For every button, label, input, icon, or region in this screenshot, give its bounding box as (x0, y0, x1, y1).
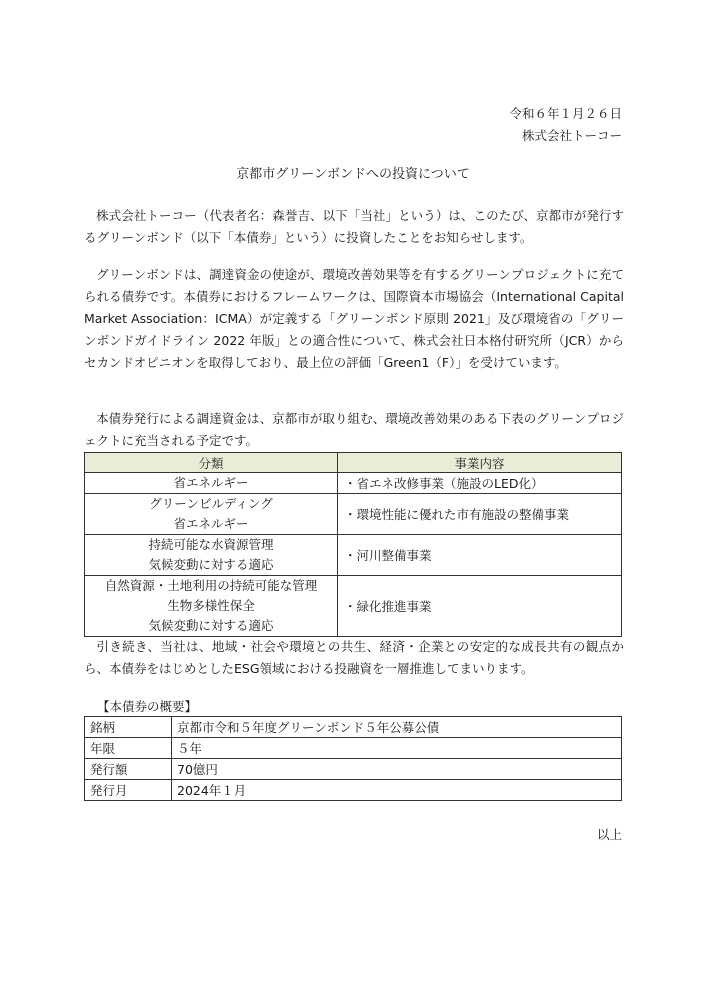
summary-title: 【本債券の概要】 (97, 699, 198, 714)
content-cell: ・環境性能に優れた市有施設の整備事業 (338, 494, 622, 535)
category-cell: 持続可能な水資源管理 気候変動に対する適応 (85, 535, 338, 576)
intro-paragraph: 株式会社トーコー（代表者名：森誉吉、以下「当社」という）は、このたび、京都市が発行するグリーンボンド（以下「本債券」という）に投資したことをお知らせします。 (84, 208, 624, 245)
table-row (85, 494, 622, 535)
category-cell: グリーンビルディング 省エネルギー (85, 494, 338, 535)
header-category: 分類 (85, 453, 338, 473)
content-cell: ・緑化推進事業 (338, 576, 622, 637)
summary-value: 京都市令和５年度グリーンボンド５年公募公債 (172, 717, 622, 738)
table-header-row (85, 453, 622, 473)
company-name: 株式会社トーコー (521, 128, 622, 143)
green-bond-paragraph: グリーンボンドは、調達資金の使途が、環境改善効果等を有するグリーンプロジェクトに充てられる債券です。本債券におけるフレームワークは、国際資本市場協会（International Capital Market Association：ICMA）が定義する「グリーンボンド原則 2021」及び環境省の「グリーンボンドガイドライン 2022 年版」との適合性について、株式会社日本格付研究所（JCR）からセカンドオピニオンを取得しており、最上位の評価「Green1（F）」を受けています。 (84, 267, 624, 370)
summary-key: 年限 (85, 738, 172, 759)
summary-value: 70億円 (172, 759, 622, 780)
table-row (85, 535, 622, 576)
category-cell: 省エネルギー (85, 473, 338, 494)
closing-mark: 以上 (596, 827, 622, 842)
closing-paragraph: 引き続き、当社は、地域・社会や環境との共生、経済・企業との安定的な成長共有の観点から、本債券をはじめとしたESG領域における投融資を一層推進してまいります。 (84, 639, 624, 676)
document-title: 京都市グリーンボンドへの投資について (236, 167, 470, 182)
content-cell: ・省エネ改修事業（施設のLED化） (338, 473, 622, 494)
table-row (85, 759, 622, 780)
table-row (85, 738, 622, 759)
funding-paragraph: 本債券発行による調達資金は、京都市が取り組む、環境改善効果のある下表のグリーンプロジェクトに充当される予定です。 (84, 411, 624, 448)
summary-key: 銘柄 (85, 717, 172, 738)
summary-table (84, 716, 622, 801)
summary-value: ５年 (172, 738, 622, 759)
header-content: 事業内容 (338, 453, 622, 473)
summary-key: 発行額 (85, 759, 172, 780)
category-cell: 自然資源・土地利用の持続可能な管理 生物多様性保全 気候変動に対する適応 (85, 576, 338, 637)
summary-key: 発行月 (85, 780, 172, 801)
table-row (85, 473, 622, 494)
issue-date: 令和６年１月２６日 (509, 106, 622, 121)
table-row (85, 576, 622, 637)
table-row (85, 717, 622, 738)
summary-value: 2024年１月 (172, 780, 622, 801)
table-row (85, 780, 622, 801)
project-table (84, 452, 622, 637)
content-cell: ・河川整備事業 (338, 535, 622, 576)
